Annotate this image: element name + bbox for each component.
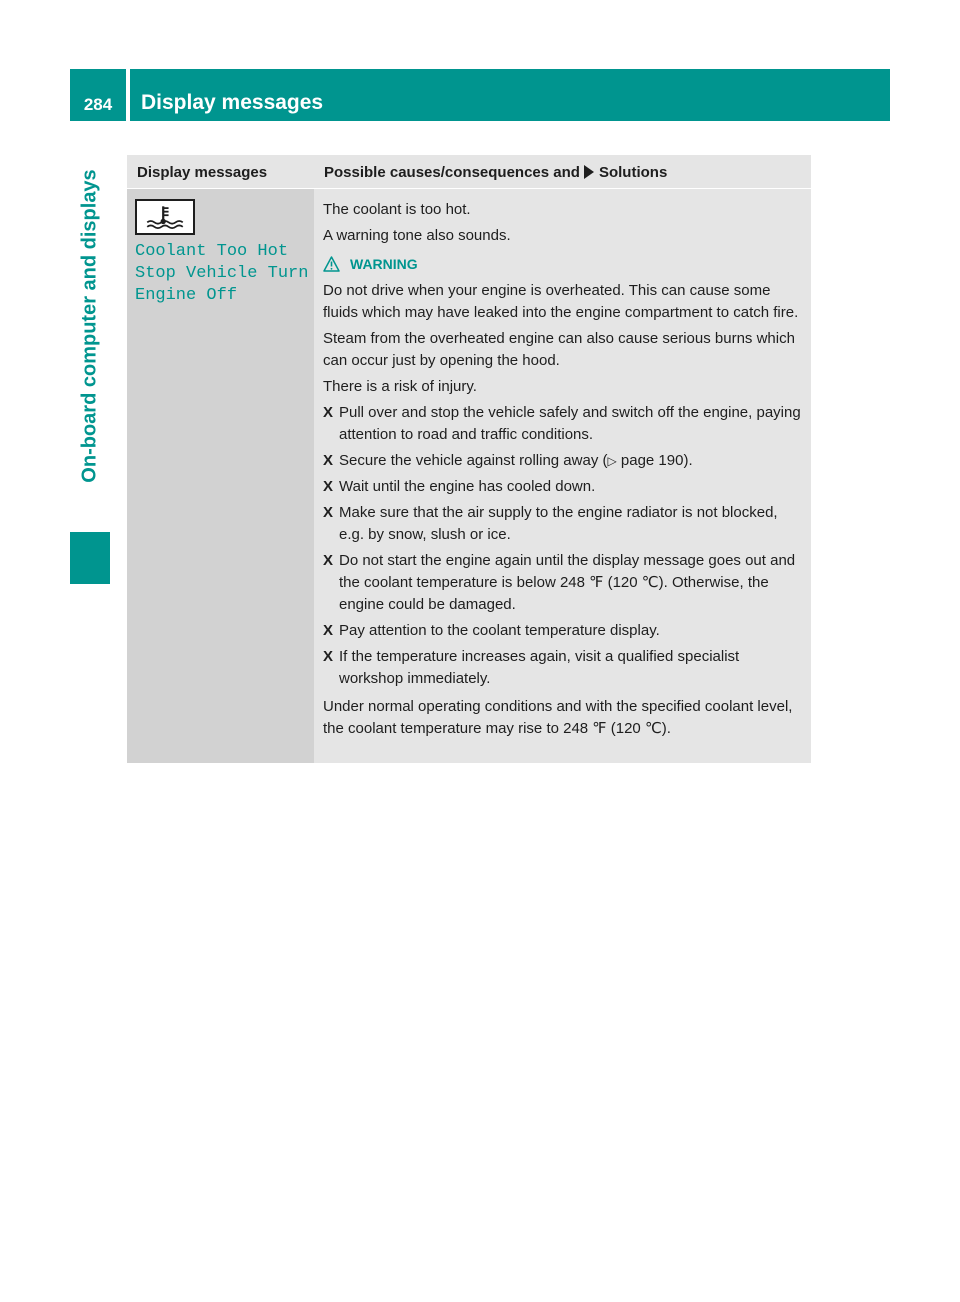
step-marker-icon: X — [323, 404, 334, 421]
display-messages-table — [127, 155, 811, 763]
list-item — [323, 646, 805, 690]
page-title: Display messages — [141, 91, 324, 114]
step-1-text: Pull over and stop the vehicle safely and switch off the engine, paying attention to road and traffic conditions. — [339, 404, 801, 443]
step-5-text: Do not start the engine again until the display message goes out and the coolant temperature is below 248 ℉ (120 ℃). Otherwise, the engine could be damaged. — [339, 552, 796, 613]
page-reference-icon: ▷ — [607, 454, 617, 468]
step-marker-icon: X — [323, 478, 334, 495]
display-message-line-3: Engine Off — [135, 286, 238, 305]
list-item — [323, 402, 805, 446]
warning-paragraph-3: There is a risk of injury. — [323, 378, 477, 395]
list-item — [323, 450, 805, 472]
warning-label: WARNING — [350, 256, 418, 272]
list-item — [323, 476, 805, 498]
warning-paragraph-1: Do not drive when your engine is overheated. This can cause some fluids which may have leaked into the engine compartment to catch fire. — [323, 282, 799, 321]
page-reference-link[interactable]: page 190 — [620, 452, 684, 469]
step-2-post: ). — [683, 452, 693, 469]
warning-paragraph-2: Steam from the overheated engine can also cause serious burns which can occur just by opening the hood. — [323, 330, 795, 369]
step-2-pre: Secure the vehicle against rolling away ( — [339, 452, 608, 469]
step-6-text: Pay attention to the coolant temperature display. — [339, 622, 660, 639]
display-message-line-1: Coolant Too Hot — [135, 242, 289, 261]
coolant-temperature-icon — [135, 199, 195, 235]
causes-solutions-cell — [314, 189, 811, 763]
column-header-causes-solutions — [314, 155, 811, 188]
header-divider — [126, 69, 130, 121]
list-item — [323, 502, 805, 546]
outro-text: Under normal operating conditions and with the specified coolant level, the coolant temperature may rise to 248 ℉ (120 ℃). — [323, 698, 793, 737]
table-header — [127, 155, 811, 189]
display-message-line-2: Stop Vehicle Turn — [135, 264, 309, 283]
causes-label: Possible causes/consequences and — [324, 164, 580, 181]
step-3-text: Wait until the engine has cooled down. — [339, 478, 596, 495]
side-tab-block — [70, 532, 110, 584]
step-marker-icon: X — [323, 648, 334, 665]
list-item — [323, 620, 805, 642]
intro-text-2: A warning tone also sounds. — [323, 227, 511, 244]
step-marker-icon: X — [323, 452, 334, 469]
solutions-label: Solutions — [598, 164, 668, 181]
side-tab-text: On-board computer and displays — [78, 169, 101, 483]
step-7-text: If the temperature increases again, visit a qualified specialist workshop immediately. — [339, 648, 740, 687]
display-message-cell — [127, 189, 314, 763]
warning-heading — [323, 253, 805, 275]
list-item — [323, 550, 805, 616]
step-4-text: Make sure that the air supply to the engine radiator is not blocked, e.g. by snow, slush or ice. — [339, 504, 778, 543]
arrow-right-icon — [584, 165, 594, 179]
step-marker-icon: X — [323, 552, 334, 569]
column-header-display-messages: Display messages — [137, 164, 268, 181]
table-row — [127, 189, 811, 763]
step-marker-icon: X — [323, 622, 334, 639]
intro-text-1: The coolant is too hot. — [323, 201, 471, 218]
page-number: 284 — [83, 95, 113, 114]
warning-triangle-icon — [323, 256, 340, 272]
step-marker-icon: X — [323, 504, 334, 521]
side-tab-label — [70, 126, 110, 526]
step-2-text — [339, 450, 805, 472]
